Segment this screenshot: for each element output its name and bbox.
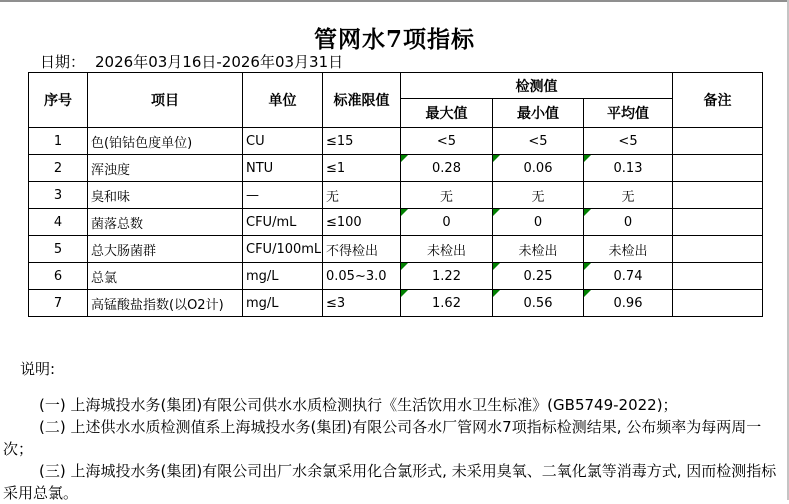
notes-section xyxy=(3,394,785,504)
cell-no: 7 xyxy=(29,290,88,317)
cell-max: 0.28 xyxy=(401,155,493,182)
table-row xyxy=(29,236,763,263)
excel-flag-triangle-icon xyxy=(584,209,591,216)
cell-no: 1 xyxy=(29,128,88,155)
cell-avg: 无 xyxy=(584,182,673,209)
header-row-1 xyxy=(29,73,763,99)
excel-flag-triangle-icon xyxy=(493,290,500,297)
excel-flag-triangle-icon xyxy=(493,155,500,162)
cell-avg: 未检出 xyxy=(584,236,673,263)
cell-unit: — xyxy=(243,182,323,209)
cell-max: 1.22 xyxy=(401,263,493,290)
cell-remark xyxy=(673,155,763,182)
cell-limit: 不得检出 xyxy=(323,236,401,263)
excel-flag-triangle-icon xyxy=(401,155,408,162)
cell-min: <5 xyxy=(493,128,584,155)
header-detection: 检测值 xyxy=(401,73,673,99)
cell-max: <5 xyxy=(401,128,493,155)
cell-item: 菌落总数 xyxy=(88,209,243,236)
cell-remark xyxy=(673,263,763,290)
cell-no: 2 xyxy=(29,155,88,182)
cell-limit: ≤100 xyxy=(323,209,401,236)
excel-flag-triangle-icon xyxy=(401,290,408,297)
cell-min: 0 xyxy=(493,209,584,236)
cell-no: 3 xyxy=(29,182,88,209)
date-label: 日期： xyxy=(40,53,86,71)
cell-item: 总氯 xyxy=(88,263,243,290)
cell-limit: ≤15 xyxy=(323,128,401,155)
excel-flag-triangle-icon xyxy=(584,155,591,162)
cell-no: 5 xyxy=(29,236,88,263)
cell-avg: 0.96 xyxy=(584,290,673,317)
header-max: 最大值 xyxy=(401,99,493,128)
cell-avg: 0 xyxy=(584,209,673,236)
header-remark: 备注 xyxy=(673,73,763,128)
cell-no: 6 xyxy=(29,263,88,290)
note-item-2: (二) 上述供水水质检测值系上海城投水务(集团)有限公司各水厂管网水7项指标检测结果, 公布频率为每两周一次； xyxy=(3,418,762,458)
page-title: 管网水7项指标 xyxy=(313,26,475,54)
table-row xyxy=(29,290,763,317)
cell-unit: CFU/mL xyxy=(243,209,323,236)
excel-flag-triangle-icon xyxy=(493,263,500,270)
cell-max: 1.62 xyxy=(401,290,493,317)
table-header xyxy=(29,73,763,128)
cell-remark xyxy=(673,209,763,236)
cell-limit: 无 xyxy=(323,182,401,209)
cell-unit: CU xyxy=(243,128,323,155)
excel-flag-triangle-icon xyxy=(584,263,591,270)
cell-min: 未检出 xyxy=(493,236,584,263)
cell-max: 0 xyxy=(401,209,493,236)
date-value: 2026年03月16日-2026年03月31日 xyxy=(95,53,344,71)
cell-item: 臭和味 xyxy=(88,182,243,209)
table-row xyxy=(29,263,763,290)
notes-heading: 说明: xyxy=(20,360,56,378)
header-min: 最小值 xyxy=(493,99,584,128)
note-item-1: (一) 上海城投水务(集团)有限公司供水水质检测执行《生活饮用水卫生标准》(GB5749-2022)； xyxy=(39,396,678,414)
cell-max: 无 xyxy=(401,182,493,209)
cell-item: 高锰酸盐指数(以O2计) xyxy=(88,290,243,317)
header-no: 序号 xyxy=(29,73,88,128)
excel-flag-triangle-icon xyxy=(584,290,591,297)
cell-limit: ≤1 xyxy=(323,155,401,182)
table-row xyxy=(29,128,763,155)
excel-flag-triangle-icon xyxy=(401,209,408,216)
cell-min: 无 xyxy=(493,182,584,209)
cell-min: 0.56 xyxy=(493,290,584,317)
cell-remark xyxy=(673,182,763,209)
cell-limit: ≤3 xyxy=(323,290,401,317)
excel-flag-triangle-icon xyxy=(493,209,500,216)
cell-unit: CFU/100mL xyxy=(243,236,323,263)
header-item: 项目 xyxy=(88,73,243,128)
window-top-bar xyxy=(0,0,789,2)
cell-avg: 0.74 xyxy=(584,263,673,290)
cell-unit: mg/L xyxy=(243,290,323,317)
cell-item: 总大肠菌群 xyxy=(88,236,243,263)
cell-unit: NTU xyxy=(243,155,323,182)
cell-min: 0.25 xyxy=(493,263,584,290)
excel-flag-triangle-icon xyxy=(401,263,408,270)
header-avg: 平均值 xyxy=(584,99,673,128)
cell-item: 色(铂钴色度单位) xyxy=(88,128,243,155)
cell-min: 0.06 xyxy=(493,155,584,182)
cell-remark xyxy=(673,128,763,155)
cell-limit: 0.05~3.0 xyxy=(323,263,401,290)
cell-no: 4 xyxy=(29,209,88,236)
cell-remark xyxy=(673,236,763,263)
date-row xyxy=(40,51,343,72)
table-body xyxy=(29,128,763,317)
note-item-3: (三) 上海城投水务(集团)有限公司出厂水余氯采用化合氯形式, 未采用臭氧、二氧化氯等消毒方式, 因而检测指标采用总氯。 xyxy=(3,462,777,502)
table-row xyxy=(29,155,763,182)
cell-unit: mg/L xyxy=(243,263,323,290)
table-row xyxy=(29,209,763,236)
indicators-table xyxy=(28,72,763,317)
table-row xyxy=(29,182,763,209)
header-unit: 单位 xyxy=(243,73,323,128)
header-limit: 标准限值 xyxy=(323,73,401,128)
cell-avg: <5 xyxy=(584,128,673,155)
cell-remark xyxy=(673,290,763,317)
cell-max: 未检出 xyxy=(401,236,493,263)
cell-item: 浑浊度 xyxy=(88,155,243,182)
cell-avg: 0.13 xyxy=(584,155,673,182)
